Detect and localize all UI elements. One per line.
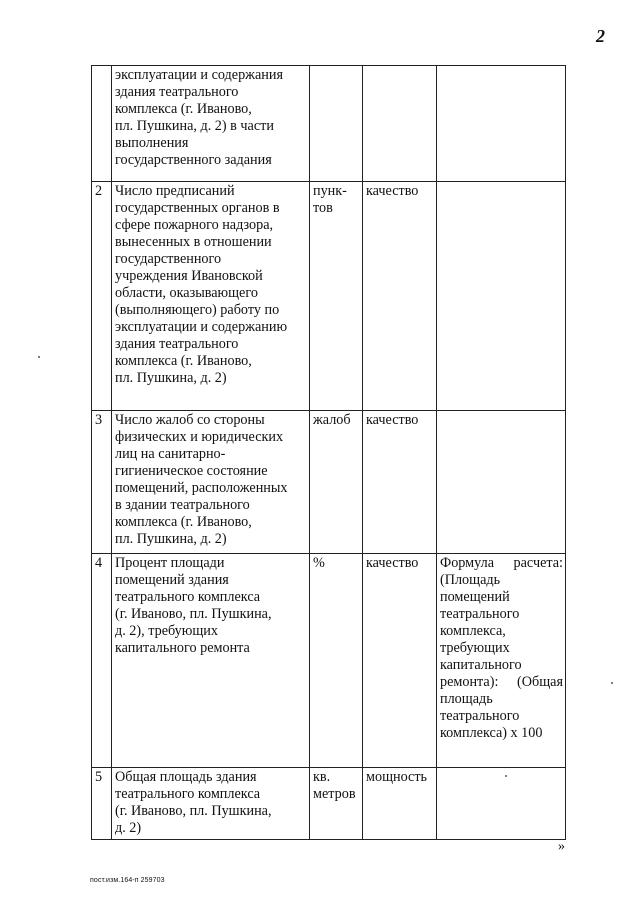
calculation-formula: Формула расчета: (Площадь помещений театрального комплекса, требующих капитального ремонта): (Общая площадь театрального комплекса) х 100 xyxy=(437,554,566,768)
indicator-type xyxy=(363,66,437,182)
scan-speck xyxy=(611,682,613,684)
indicator-type: мощность xyxy=(363,768,437,840)
indicator-type: качество xyxy=(363,411,437,554)
calculation-formula xyxy=(437,411,566,554)
table-row xyxy=(92,66,566,182)
table-row xyxy=(92,411,566,554)
scan-speck xyxy=(38,356,40,358)
calculation-formula xyxy=(437,768,566,840)
table-row xyxy=(92,182,566,411)
unit-of-measure: кв. метров xyxy=(310,768,363,840)
indicator-name: Число жалоб со стороны физических и юридических лиц на санитарно- гигиеническое состояние помещений, расположенных в здании театрального комплекса (г. Иваново, пл. Пушкина, д. 2) xyxy=(112,411,310,554)
document-footer: пост.изм.164-п 259703 xyxy=(90,877,165,884)
unit-of-measure: пунк- тов xyxy=(310,182,363,411)
calculation-formula xyxy=(437,66,566,182)
indicator-type: качество xyxy=(363,182,437,411)
table-row xyxy=(92,554,566,768)
indicator-name: Общая площадь здания театрального комплекса (г. Иваново, пл. Пушкина, д. 2) xyxy=(112,768,310,840)
row-number: 4 xyxy=(92,554,112,768)
indicator-name: Число предписаний государственных органов в сфере пожарного надзора, вынесенных в отношении государственного учреждения Ивановской области, оказывающего (выполняющего) работу по эксплуатации и содержанию здания театрального комплекса (г. Иваново, пл. Пушкина, д. 2) xyxy=(112,182,310,411)
unit-of-measure: % xyxy=(310,554,363,768)
row-number: 3 xyxy=(92,411,112,554)
row-number xyxy=(92,66,112,182)
continuation-mark: » xyxy=(558,839,565,854)
indicator-type: качество xyxy=(363,554,437,768)
row-number: 5 xyxy=(92,768,112,840)
row-number: 2 xyxy=(92,182,112,411)
indicators-table xyxy=(91,65,566,840)
indicator-name: эксплуатации и содержания здания театрального комплекса (г. Иваново, пл. Пушкина, д. 2) в части выполнения государственного задания xyxy=(112,66,310,182)
unit-of-measure: жалоб xyxy=(310,411,363,554)
table-row xyxy=(92,768,566,840)
page-number-mark: 2 xyxy=(596,26,605,46)
scan-speck xyxy=(505,775,507,777)
calculation-formula xyxy=(437,182,566,411)
unit-of-measure xyxy=(310,66,363,182)
indicator-name: Процент площади помещений здания театрального комплекса (г. Иваново, пл. Пушкина, д. 2), требующих капитального ремонта xyxy=(112,554,310,768)
